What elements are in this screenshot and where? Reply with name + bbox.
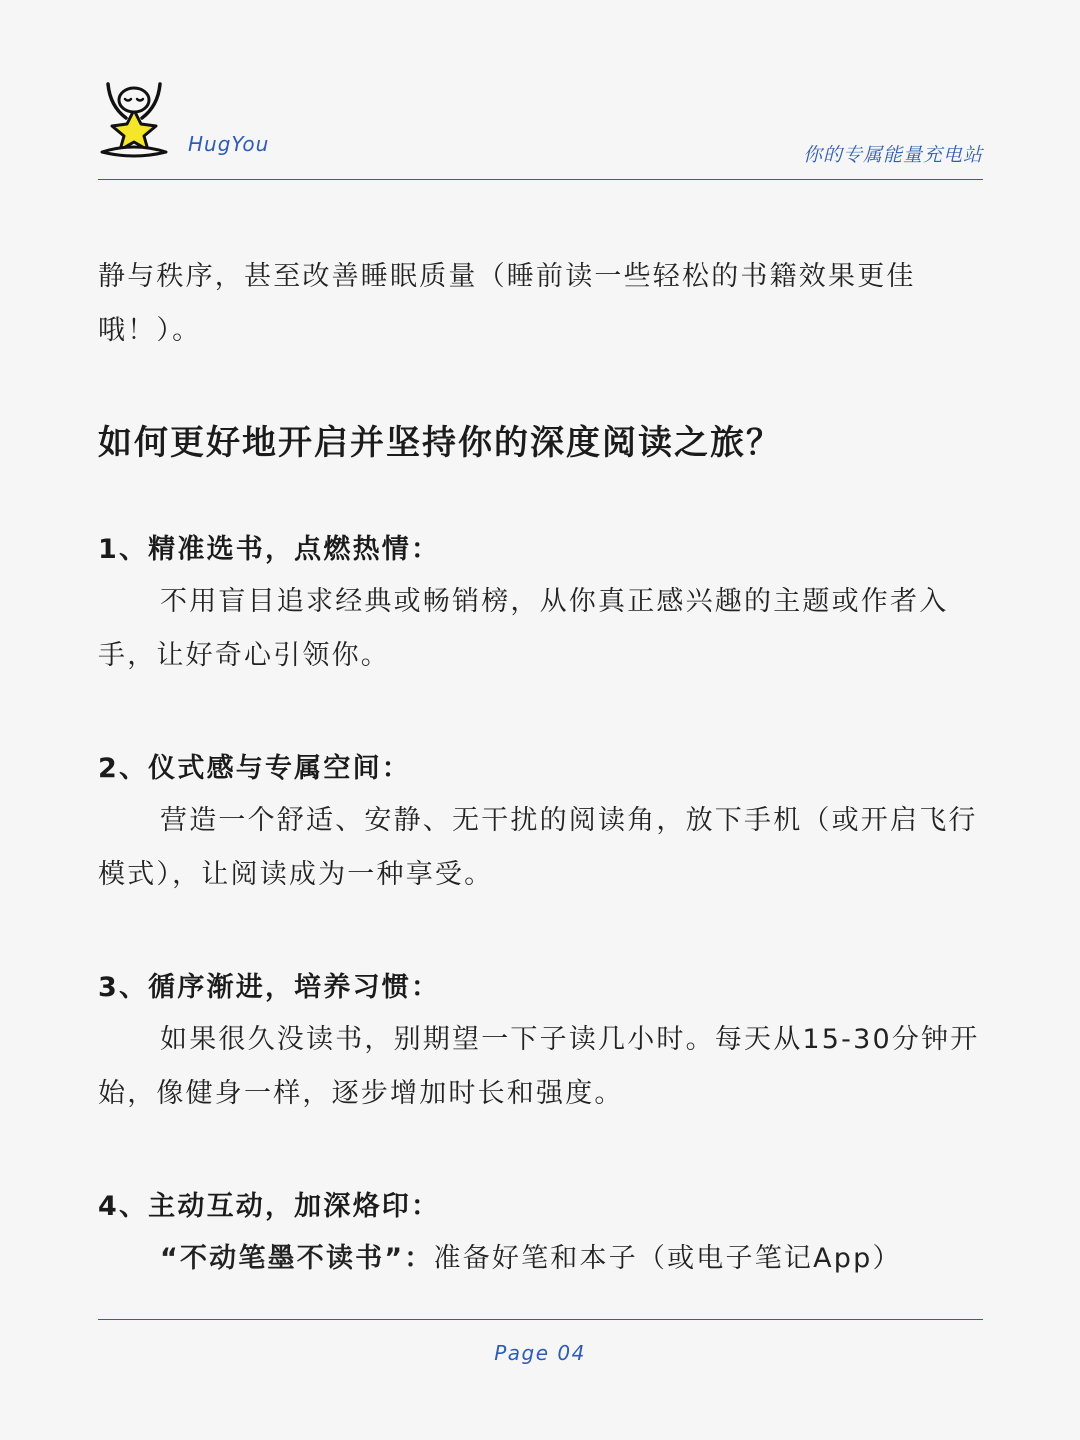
item-body: 不用盲目追求经典或畅销榜，从你真正感兴趣的主题或作者入手，让好奇心引领你。	[98, 586, 949, 671]
page-header	[98, 80, 983, 180]
list-item	[98, 1187, 983, 1286]
list-item	[98, 749, 983, 902]
section-heading: 如何更好地开启并坚持你的深度阅读之旅？	[98, 423, 782, 463]
footer-divider	[98, 1319, 983, 1320]
brand-name: HugYou	[188, 132, 270, 156]
list-item	[98, 530, 983, 683]
page-number: Page 04	[494, 1341, 586, 1365]
item-title: 2、仪式感与专属空间：	[98, 753, 411, 784]
header-divider	[98, 179, 983, 180]
hug-figure-logo-icon	[98, 80, 170, 158]
item-body-with-quote	[98, 1232, 983, 1286]
item-quote: “不动笔墨不读书”：	[160, 1243, 434, 1274]
item-title: 4、主动互动，加深烙印：	[98, 1191, 441, 1222]
article-content	[98, 250, 983, 1286]
intro-paragraph: 静与秩序，甚至改善睡眠质量（睡前读一些轻松的书籍效果更佳哦！）。	[98, 261, 916, 346]
item-title: 3、循序渐进，培养习惯：	[98, 972, 441, 1003]
item-body: 如果很久没读书，别期望一下子读几小时。每天从15-30分钟开始，像健身一样，逐步增加时长和强度。	[98, 1024, 980, 1109]
header-tagline: 你的专属能量充电站	[802, 144, 983, 166]
item-body: 营造一个舒适、安静、无干扰的阅读角，放下手机（或开启飞行模式），让阅读成为一种享受。	[98, 805, 978, 890]
item-title: 1、精准选书，点燃热情：	[98, 534, 441, 565]
list-item	[98, 968, 983, 1121]
item-body-text: 准备好笔和本子（或电子笔记App）	[433, 1243, 902, 1274]
